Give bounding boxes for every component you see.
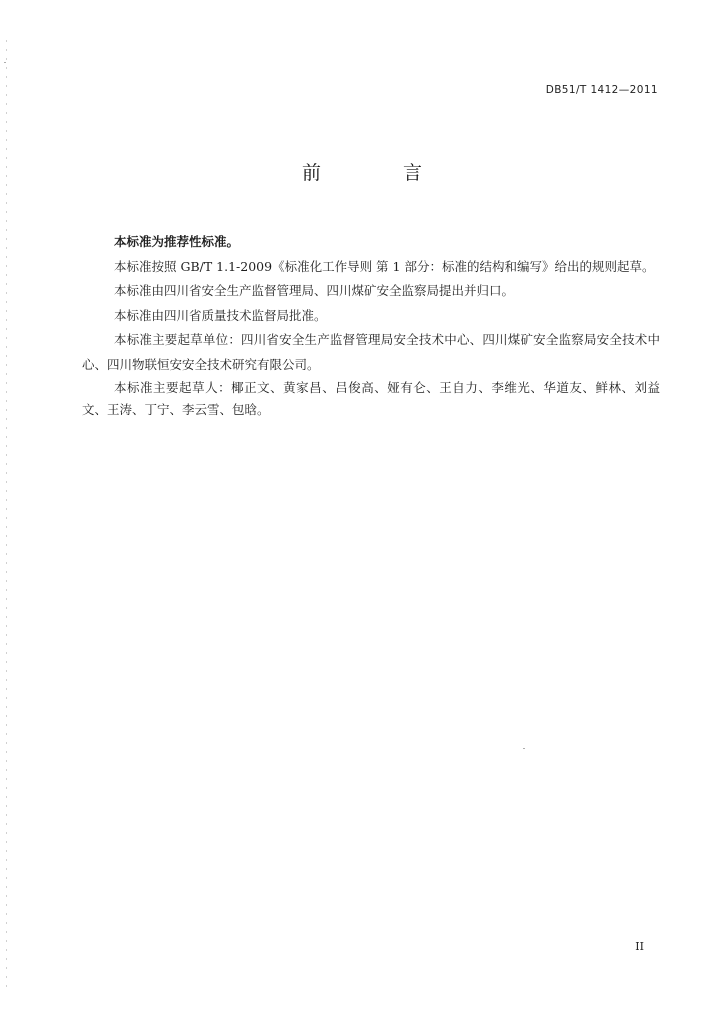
scan-speck [523,748,525,749]
paragraph-drafting-units: 本标准主要起草单位：四川省安全生产监督管理局安全技术中心、四川煤矿安全监察局安全技术中心、四川物联恒安安全技术研究有限公司。 [82,332,660,372]
page-title: 前 言 [301,162,461,184]
paragraph-drafters: 本标准主要起草人：椰正文、黄家昌、吕俊高、娅有仑、王自力、李维光、华道友、鲜林、刘益文、王涛、丁宁、李云雪、包晗。 [82,380,660,417]
paragraph-recommended: 本标准为推荐性标准。 [114,234,240,249]
page-number: II [635,940,644,953]
paragraph-drafting-rules: 本标准按照 GB/T 1.1-2009《标准化工作导则 第 1 部分：标准的结构和编写》给出的规则起草。 [114,258,655,274]
paragraph-approved-by: 本标准由四川省质量技术监督局批准。 [114,307,327,323]
paragraph-proposed-by: 本标准由四川省安全生产监督管理局、四川煤矿安全监察局提出并归口。 [114,283,515,298]
foreword-body [82,230,660,421]
scan-speck [4,62,6,63]
standard-code: DB51/T 1412—2011 [545,84,658,96]
